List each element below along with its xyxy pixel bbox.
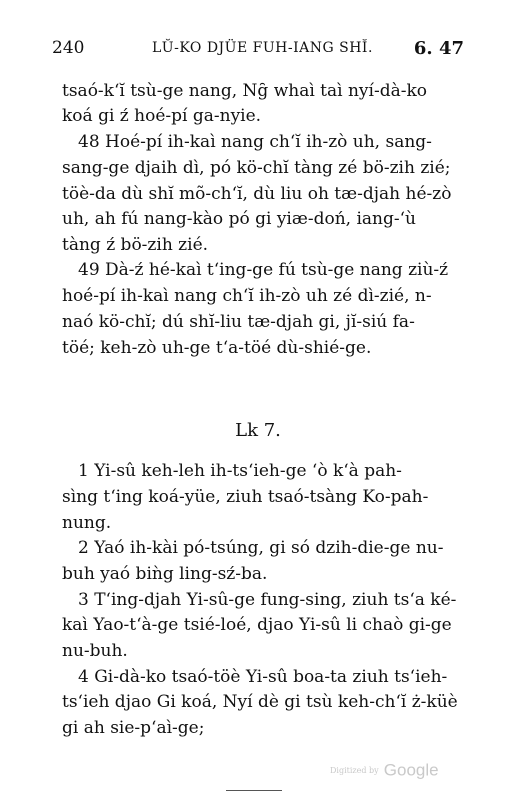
text-line: buh yaó biǹg ling-sź-ba. — [62, 564, 268, 584]
bottom-rule — [226, 790, 282, 791]
page-number: 240 — [52, 38, 85, 58]
text-line: sang-ge djaih dì, pó kö-chĭ tàng zé bö-zih zié; — [62, 158, 451, 178]
text-line: nung. — [62, 513, 112, 533]
verse-line: 3 T‘ing-djah Yi-sû-ge fung-sing, ziuh ts‘a ké- — [78, 590, 457, 610]
text-line: uh, ah fú nang-kào pó gi yiæ-doń, iang-‘ù — [62, 209, 416, 229]
page-header — [52, 38, 464, 66]
text-line: töé; keh-zò uh-ge t‘a-töé dù-shié-ge. — [62, 338, 372, 358]
chapter-heading: Lk 7. — [235, 420, 281, 441]
verse-line: 48 Hoé-pí ih-kaì nang ch‘ĭ ih-zò uh, sang- — [78, 132, 432, 152]
google-logo: Google — [383, 760, 439, 780]
text-line: tàng ź bö-zih zié. — [62, 235, 209, 255]
text-line: kaì Yao-t‘à-ge tsié-loé, djao Yi-sû li chaò gi-ge — [62, 615, 452, 635]
digitized-watermark — [330, 760, 440, 784]
watermark-caption: Digitized by — [330, 766, 379, 775]
verse-line: 1 Yi-sû keh-leh ih-ts‘ieh-ge ‘ò k‘à pah- — [78, 461, 402, 481]
chapter-verse-reference: 6. 47 — [413, 38, 464, 59]
text-line: koá gi ź hoé-pí ga-nyie. — [62, 106, 262, 126]
text-line: hoé-pí ih-kaì nang ch‘ĭ ih-zò uh zé dì-zié, n- — [62, 286, 432, 306]
text-line: nu-buh. — [62, 641, 128, 661]
verse-line: 4 Gi-dà-ko tsaó-töè Yi-sû boa-ta ziuh ts‘ieh- — [78, 667, 448, 687]
verse-line: 2 Yaó ih-kài pó-tsúng, gi só dzih-die-ge nu- — [78, 538, 444, 558]
verse-line: 49 Dà-ź hé-kaì t‘ing-ge fú tsù-ge nang ziù-ź — [78, 260, 449, 280]
text-line: tsaó-k‘ĭ tsù-ge nang, Ng̑ whaì taì nyí-dà-ko — [62, 81, 428, 101]
running-title: LŬ-KO DJÜE FUH-IANG SHĬ. — [152, 40, 373, 56]
text-line: töè-da dù shĭ mõ-ch‘ĭ, dù liu oh tæ-djah hé-zò — [62, 184, 452, 204]
text-line: sìng t‘ing koá-yüe, ziuh tsaó-tsàng Ko-pah- — [62, 487, 429, 507]
text-line: gi ah sie-p‘aì-ge; — [62, 718, 205, 738]
text-line: ts‘ieh djao Gi koá, Nyí dè gi tsù keh-ch‘ĭ ż-küè — [62, 692, 458, 712]
text-line: naó kö-chĭ; dú shĭ-liu tæ-djah gi, jĭ-siú fa- — [62, 312, 415, 332]
